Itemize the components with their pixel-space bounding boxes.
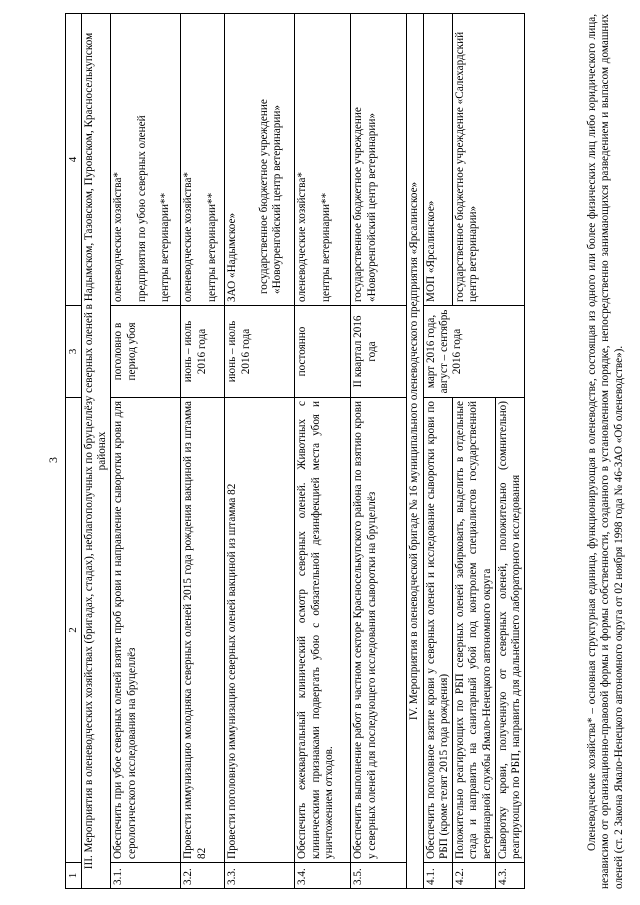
executor-cell [111, 14, 181, 306]
executor-cell [453, 14, 525, 306]
period-text: II квартал 2016 года [351, 306, 407, 398]
executor: ЗАО «Надымское» [226, 212, 239, 302]
measure-text: Сыворотку крови, полученную от северных оленей, положительно (сомнительно) реагирующую по РБП, направить для дальнейшего лабораторного исследования [495, 398, 524, 863]
executor: центры ветеринарии** [319, 192, 332, 302]
measure-text: Положительно реагирующих по РБП северных оленей забирковать, выделить в отдельные стада и направить на санитарный убой под контролем специалистов государственной ветеринарной службы Ямало-Ненецкого автономного округа [453, 398, 496, 863]
row-number: 3.2. [181, 863, 225, 889]
table-row [423, 14, 452, 889]
row-number: 3.3. [225, 863, 295, 889]
executor: государственное бюджетное учреждение «Салехардский центр ветеринарии» [454, 31, 480, 302]
row-number: 3.5. [351, 863, 407, 889]
executor: оленеводческие хозяйства* [182, 172, 195, 302]
measure-text: Обеспечить выполнение работ в частном секторе Красноселькупского района по взятию крови у северных оленей для последующего исследования сыворотки на бруцеллёз [351, 398, 407, 863]
section-heading-row [81, 14, 110, 889]
column-number-row [66, 14, 82, 889]
measures-table [65, 13, 525, 889]
period-text: июнь – июль 2016 года [181, 306, 225, 398]
executor: предприятия по убою северных оленей [135, 115, 148, 302]
executor-cell [295, 14, 351, 306]
section-heading-row [407, 14, 423, 889]
section-4-title: IV. Мероприятия в оленеводческой бригаде № 16 муниципального оленеводческого предприятия «Ярсалинское» [407, 14, 423, 889]
table-row [351, 14, 407, 889]
measure-text: Обеспечить поголовное взятие крови у северных оленей и исследование сыворотки крови по РБП (кроме телят 2015 года рождения) [423, 398, 452, 863]
row-number: 3.1. [111, 863, 181, 889]
table-row [295, 14, 351, 889]
executor: оленеводческие хозяйства* [296, 172, 309, 302]
executor: государственное бюджетное учреждение «Новоуренгойский центр ветеринарии» [352, 107, 378, 302]
row-number: 4.1. [423, 863, 452, 889]
executor-cell [225, 14, 295, 306]
column-number: 4 [66, 14, 82, 306]
executor-cell [181, 14, 225, 306]
footnote: Оленеводческие хозяйства* – основная структурная единица, функционирующая в оленеводстве, состоящая из одного или более физических лиц либо юридического лица, независимо от организационно-правовой формы и формы собственности, созданного в установленном порядке, непосредственно занимающихся разведением и выпасом домашних оленей (ст. 2 Закона Ямало-Ненецкого автономного округа от 02 ноября 1998 года № 46-ЗАО «Об оленеводстве»). [586, 14, 625, 889]
period-text: поголовно в период убоя [111, 306, 181, 398]
row-number: 4.2. [453, 863, 496, 889]
measure-text: Провести иммунизацию молодняка северных оленей 2015 года рождения вакциной из штамма 82 [181, 398, 225, 863]
measure-text: Обеспечить при убое северных оленей взятие проб крови и направление сыворотки крови для серологического исследования на бруцеллёз [111, 398, 181, 863]
executor-cell [351, 14, 407, 306]
executor: МОП «Ярсалинское» [424, 200, 437, 302]
row-number: 4.3. [495, 863, 524, 889]
executor-cell [423, 14, 452, 306]
executor: центры ветеринарии** [158, 192, 171, 302]
measure-text: Обеспечить ежеквартальный клинический осмотр северных оленей. Животных с клиническими признаками подвергать убою с обязательной дезинфекцией места убоя и уничтожением отходов. [295, 398, 351, 863]
period-text: март 2016 года, август – сентябрь 2016 года [423, 306, 525, 398]
executor: государственное бюджетное учреждение «Новоуренгойский центр ветеринарии» [257, 99, 283, 294]
table-row [453, 14, 496, 889]
period-text: июнь – июль 2016 года [225, 306, 295, 398]
executor: центры ветеринарии** [205, 192, 218, 302]
column-number: 1 [66, 863, 82, 889]
executor: оленеводческие хозяйства* [112, 172, 125, 302]
table-row [225, 14, 295, 889]
column-number: 3 [66, 306, 82, 398]
row-number: 3.4. [295, 863, 351, 889]
page-number: 3 [46, 457, 60, 463]
measure-text: Провести поголовную иммунизацию северных оленей вакциной из штамма 82 [225, 398, 295, 863]
period-text: постоянно [295, 306, 351, 398]
table-row [181, 14, 225, 889]
section-3-title: III. Мероприятия в оленеводческих хозяйствах (бригадах, стадах), неблагополучных по бруцеллёзу северных оленей в Надымском, Тазовском, Пуровском, Красноселькупском районах [81, 14, 110, 889]
column-number: 2 [66, 398, 82, 863]
table-row [111, 14, 181, 889]
